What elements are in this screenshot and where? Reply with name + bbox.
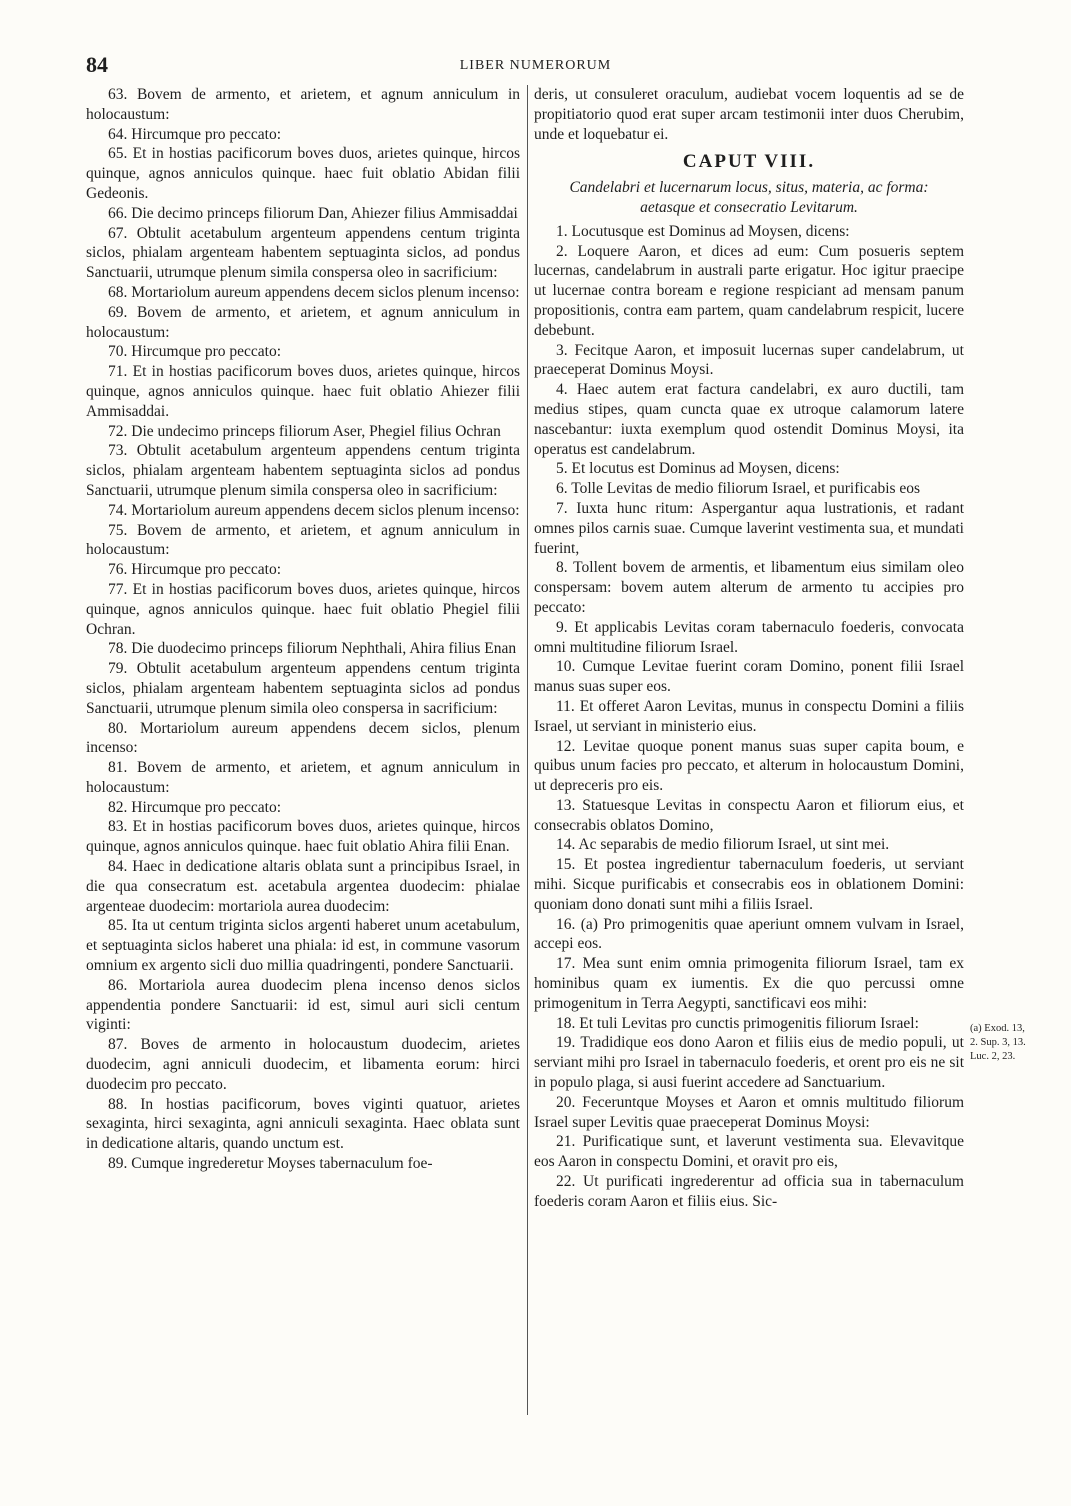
margin-note-line: Luc. 2, 23. bbox=[970, 1051, 1016, 1062]
verse: 82. Hircumque pro peccato: bbox=[108, 798, 282, 816]
verse: 12. Levitae quoque ponent manus suas super capita boum, e quibus unum facies pro peccato, et alterum in holocaustum Domini, ut depreceris pro eis. bbox=[534, 737, 964, 795]
verse: 78. Die duodecimo princeps filiorum Nephthali, Ahira filius Enan bbox=[108, 640, 517, 658]
verse: 75. Bovem de armento, et arietem, et agnum anniculum in holocaustum: bbox=[86, 521, 520, 559]
chapter-heading: CAPUT VIII. bbox=[682, 151, 816, 173]
right-verses bbox=[534, 222, 964, 1212]
verse: 67. Obtulit acetabulum argenteum appendens centum triginta siclos, phialam argenteam habentem septuaginta siclos, ad pondus Sanctuarii, utrumque plenum simila conspersa oleo in sacrificium: bbox=[86, 224, 520, 282]
verse: 66. Die decimo princeps filiorum Dan, Ahiezer filius Ammisaddai bbox=[108, 204, 518, 222]
verse: 5. Et locutus est Dominus ad Moysen, dicens: bbox=[556, 460, 840, 478]
verse: 68. Mortariolum aureum appendens decem siclos plenum incenso: bbox=[108, 283, 520, 301]
right-column bbox=[534, 85, 964, 1212]
verse: 87. Boves de armento in holocaustum duodecim, arietes duodecim, agni anniculi duodecim, et libamenta eorum: hirci duodecim pro peccato. bbox=[86, 1036, 520, 1093]
verse: 72. Die undecimo princeps filiorum Aser, Phegiel filius Ochran bbox=[108, 422, 501, 440]
verse: 84. Haec in dedicatione altaris oblata sunt a principibus Israel, in die qua consecratum est. acetabula argentea duodecim: phialae argenteae duodecim: mortariola aurea duodecim: bbox=[86, 858, 520, 915]
verse: 85. Ita ut centum triginta siclos argenti haberet unum acetabulum, et septuaginta siclos haberet una phiala: id est, in commune vasorum omnium ex argento sicli duo millia quadringenti, pondere Sanctuarii. bbox=[86, 917, 520, 975]
verse: 8. Tollent bovem de armentis, et libamentum eius similam oleo conspersam: bovem autem alterum de armento tu accipies pro peccato: bbox=[534, 559, 964, 616]
verse: 16. (a) Pro primogenitis quae aperiunt omnem vulvam in Israel, accepi eos. bbox=[534, 915, 964, 953]
verse: 17. Mea sunt enim omnia primogenita filiorum Israel, tam ex hominibus quam ex iumentis. Ex die quo percussi omne primogenitum in Terra Aegypti, sanctificavi eos mihi: bbox=[534, 955, 964, 1012]
verse: 83. Et in hostias pacificorum boves duos, arietes quinque, hircos quinque, agnos anniculos quinque. haec fuit oblatio Ahira filii Enan. bbox=[86, 818, 520, 856]
margin-note-line: 2. Sup. 3, 13. bbox=[970, 1037, 1026, 1048]
verse: 20. Feceruntque Moyses et Aaron et omnis multitudo filiorum Israel super Levitis quae praeceperat Dominus Moysi: bbox=[534, 1093, 964, 1131]
verse: 71. Et in hostias pacificorum boves duos, arietes quinque, hircos quinque, agnos anniculos quinque. haec fuit oblatio Ahiezer filii Ammisaddai. bbox=[86, 363, 520, 420]
verse: 64. Hircumque pro peccato: bbox=[108, 125, 282, 143]
verse: 73. Obtulit acetabulum argenteum appendens centum triginta siclos, phialam argenteam habentem septuaginta siclos ad pondus Sanctuarii, utrumque plenum simila conspersa oleo in sacrificium: bbox=[86, 442, 520, 499]
verse: 80. Mortariolum aureum appendens decem siclos, plenum incenso: bbox=[86, 719, 520, 757]
verse: 65. Et in hostias pacificorum boves duos, arietes quinque, hircos quinque, agnos anniculos quinque. haec fuit oblatio Abidan filii Gedeonis. bbox=[86, 145, 520, 202]
verse: 15. Et postea ingredientur tabernaculum foederis, ut serviant mihi. Sicque purificabis et consecrabis eos in oblationem Domini: quoniam dono donati sunt mihi a filiis Israel. bbox=[534, 856, 964, 913]
verse: 7. Iuxta hunc ritum: Aspergantur aqua lustrationis, et radant omnes pilos carnis suae. Cumque laverint vestimenta sua, et mundati fuerint, bbox=[534, 499, 964, 557]
margin-note bbox=[970, 1022, 1066, 1064]
verse: 18. Et tuli Levitas pro cunctis primogenitis filiorum Israel: bbox=[556, 1014, 919, 1032]
verse: 70. Hircumque pro peccato: bbox=[108, 343, 282, 361]
verse-continuation: deris, ut consuleret oraculum, audiebat vocem loquentis ad se de propitiatorio quod erat super arcam testimonii inter duos Cherubim, unde et loquebatur ei. bbox=[534, 86, 964, 143]
verse: 88. In hostias pacificorum, boves viginti quatuor, arietes sexaginta, hirci sexaginta, agni anniculi sexaginta. Haec oblata sunt in dedicatione altaris, quando unctum est. bbox=[86, 1095, 520, 1153]
running-title: LIBER NUMERORUM bbox=[459, 58, 612, 73]
margin-note-line: (a) Exod. 13, bbox=[970, 1023, 1025, 1034]
verse: 86. Mortariola aurea duodecim plena incenso denos siclos appendentia pondere Sanctuarii: id est, simul auri sicli centum viginti: bbox=[86, 976, 520, 1034]
verse: 3. Fecitque Aaron, et imposuit lucernas super candelabrum, ut praeceperat Dominus Moysi. bbox=[534, 341, 964, 379]
verse: 76. Hircumque pro peccato: bbox=[108, 561, 282, 579]
verse: 63. Bovem de armento, et arietem, et agnum anniculum in holocaustum: bbox=[86, 86, 520, 123]
verse: 81. Bovem de armento, et arietem, et agnum anniculum in holocaustum: bbox=[86, 759, 520, 796]
verse: 6. Tolle Levitas de medio filiorum Israel, et purificabis eos bbox=[556, 480, 921, 498]
verse: 69. Bovem de armento, et arietem, et agnum anniculum in holocaustum: bbox=[86, 303, 520, 341]
verse: 79. Obtulit acetabulum argenteum appendens centum triginta siclos, phialam argenteam habentem septuaginta siclos ad pondus Sanctuarii, utrumque plenum simila oleo conspersa in sacrificium: bbox=[86, 660, 520, 717]
chapter-summary: Candelabri et lucernarum locus, situs, materia, ac forma: aetasque et consecratio Levitarum. bbox=[569, 179, 929, 216]
verse: 74. Mortariolum aureum appendens decem siclos plenum incenso: bbox=[108, 501, 520, 519]
verse: 4. Haec autem erat factura candelabri, ex auro ductili, tam medius stipes, quam cuncta quae ex utroque calamorum latere nascebantur: iuxta exemplum quod ostendit Dominus Moysi, ita operatus est candelabrum. bbox=[534, 381, 964, 458]
verse: 10. Cumque Levitae fuerint coram Domino, ponent filii Israel manus suas super eos. bbox=[534, 658, 964, 696]
verse: 77. Et in hostias pacificorum boves duos, arietes quinque, hircos quinque, agnos anniculos quinque. haec fuit oblatio Phegiel filii Ochran. bbox=[86, 580, 520, 638]
left-column bbox=[86, 85, 520, 1174]
verse: 2. Loquere Aaron, et dices ad eum: Cum posueris septem lucernas, candelabrum in australi parte erigatur. Hoc igitur praecipe ut lucernae contra boream e regione respiciant ad mensam panum propositionis, contra eam partem, quam candelabrum respicit, lucere debebunt. bbox=[534, 242, 964, 339]
verse: 1. Locutusque est Dominus ad Moysen, dicens: bbox=[556, 222, 850, 240]
verse: 21. Purificatique sunt, et laverunt vestimenta sua. Elevavitque eos Aaron in conspectu Domini, et oravit pro eis, bbox=[534, 1133, 964, 1171]
page-number: 84 bbox=[86, 52, 108, 77]
verse: 11. Et offeret Aaron Levitas, munus in conspectu Domini a filiis Israel, ut serviant in ministerio eius. bbox=[534, 697, 964, 735]
verse: 22. Ut purificati ingrederentur ad officia sua in tabernaculum foederis coram Aaron et filiis eius. Sic- bbox=[534, 1173, 964, 1210]
verse: 89. Cumque ingrederetur Moyses tabernaculum foe- bbox=[108, 1155, 433, 1173]
column-divider bbox=[527, 85, 528, 1415]
verse: 14. Ac separabis de medio filiorum Israel, ut sint mei. bbox=[556, 836, 890, 854]
verse: 9. Et applicabis Levitas coram tabernaculo foederis, convocata omni multitudine filiorum Israel. bbox=[534, 618, 964, 656]
verse: 19. Tradidique eos dono Aaron et filiis eius de medio populi, ut serviant mihi pro Israel in tabernaculo foederis, et orent pro eis ne sit in populo plaga, si ausi fuerint accedere ad Sanctuarium. bbox=[534, 1034, 964, 1092]
verse: 13. Statuesque Levitas in conspectu Aaron et filiorum eius, et consecrabis oblatos Domino, bbox=[534, 796, 964, 834]
